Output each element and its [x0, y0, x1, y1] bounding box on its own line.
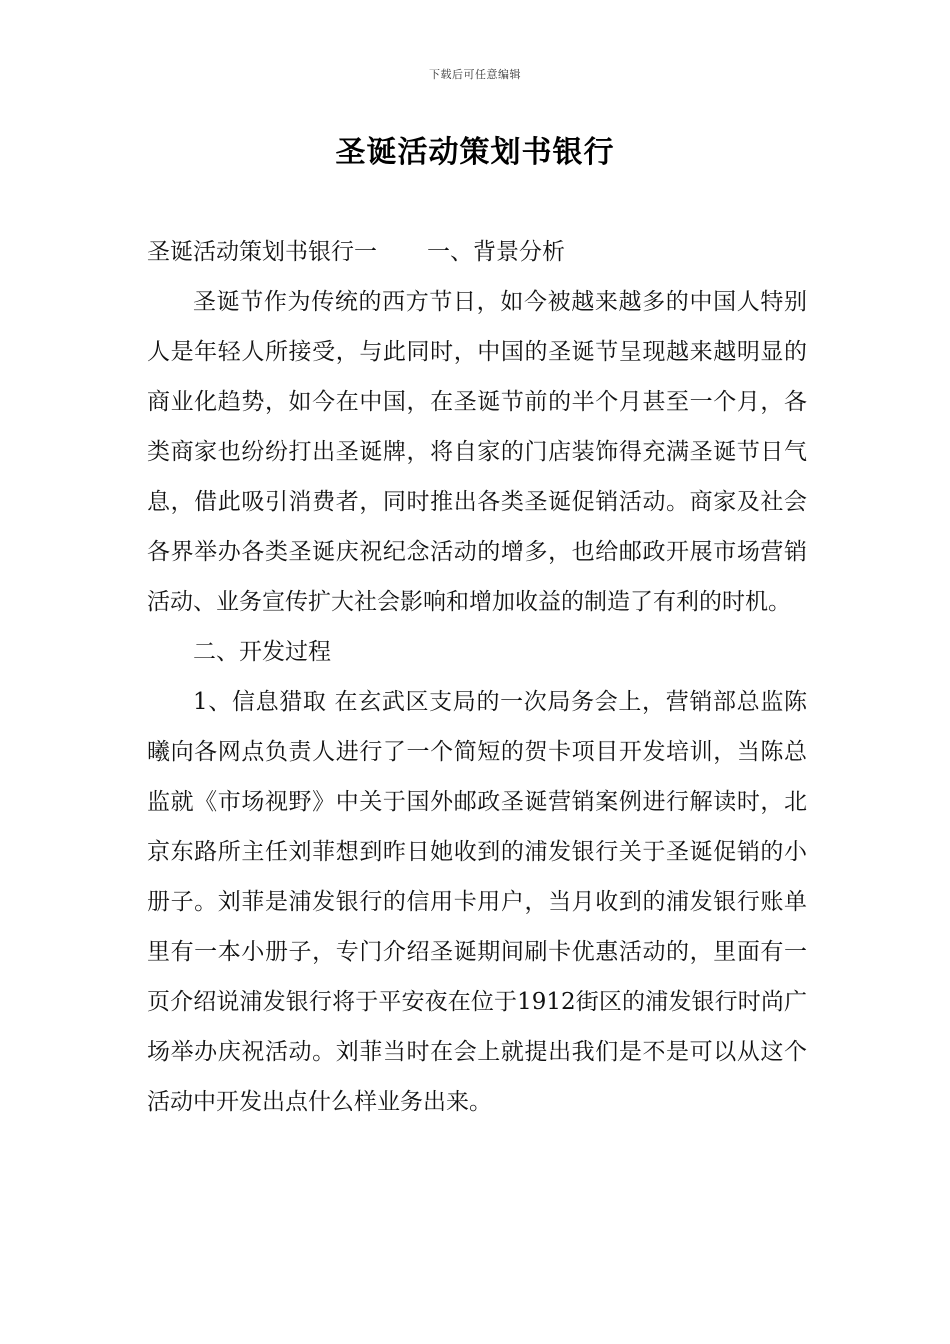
paragraph-background: 圣诞节作为传统的西方节日，如今被越来越多的中国人特别人是年轻人所接受，与此同时，中国的圣诞节呈现越来越明显的商业化趋势，如今在中国，在圣诞节前的半个月甚至一个月，各类商家也纷纷打出圣诞牌，将自家的门店装饰得充满圣诞节日气息，借此吸引消费者，同时推出各类圣诞促销活动。商家及社会各界举办各类圣诞庆祝纪念活动的增多，也给邮政开展市场营销活动、业务宣传扩大社会影响和增加收益的制造了有利的时机。	[147, 289, 807, 615]
document-body	[147, 227, 807, 1127]
document-subtitle: 圣诞活动策划书银行一	[147, 239, 377, 265]
section-heading-development: 二、开发过程	[193, 639, 331, 665]
document-title: 圣诞活动策划书银行	[335, 135, 615, 170]
page-header-note: 下载后可任意编辑	[429, 68, 521, 81]
paragraph-info-gathering: 1、信息猎取 在玄武区支局的一次局务会上，营销部总监陈曦向各网点负责人进行了一个简短的贺卡项目开发培训，当陈总监就《市场视野》中关于国外邮政圣诞营销案例进行解读时，北京东路所主任刘菲想到昨日她收到的浦发银行关于圣诞促销的小册子。刘菲是浦发银行的信用卡用户，当月收到的浦发银行账单里有一本小册子，专门介绍圣诞期间刷卡优惠活动的，里面有一页介绍说浦发银行将于平安夜在位于1912街区的浦发银行时尚广场举办庆祝活动。刘菲当时在会上就提出我们是不是可以从这个活动中开发出点什么样业务出来。	[147, 689, 807, 1115]
intro-line	[147, 227, 807, 277]
section-heading-background: 一、背景分析	[427, 239, 565, 265]
